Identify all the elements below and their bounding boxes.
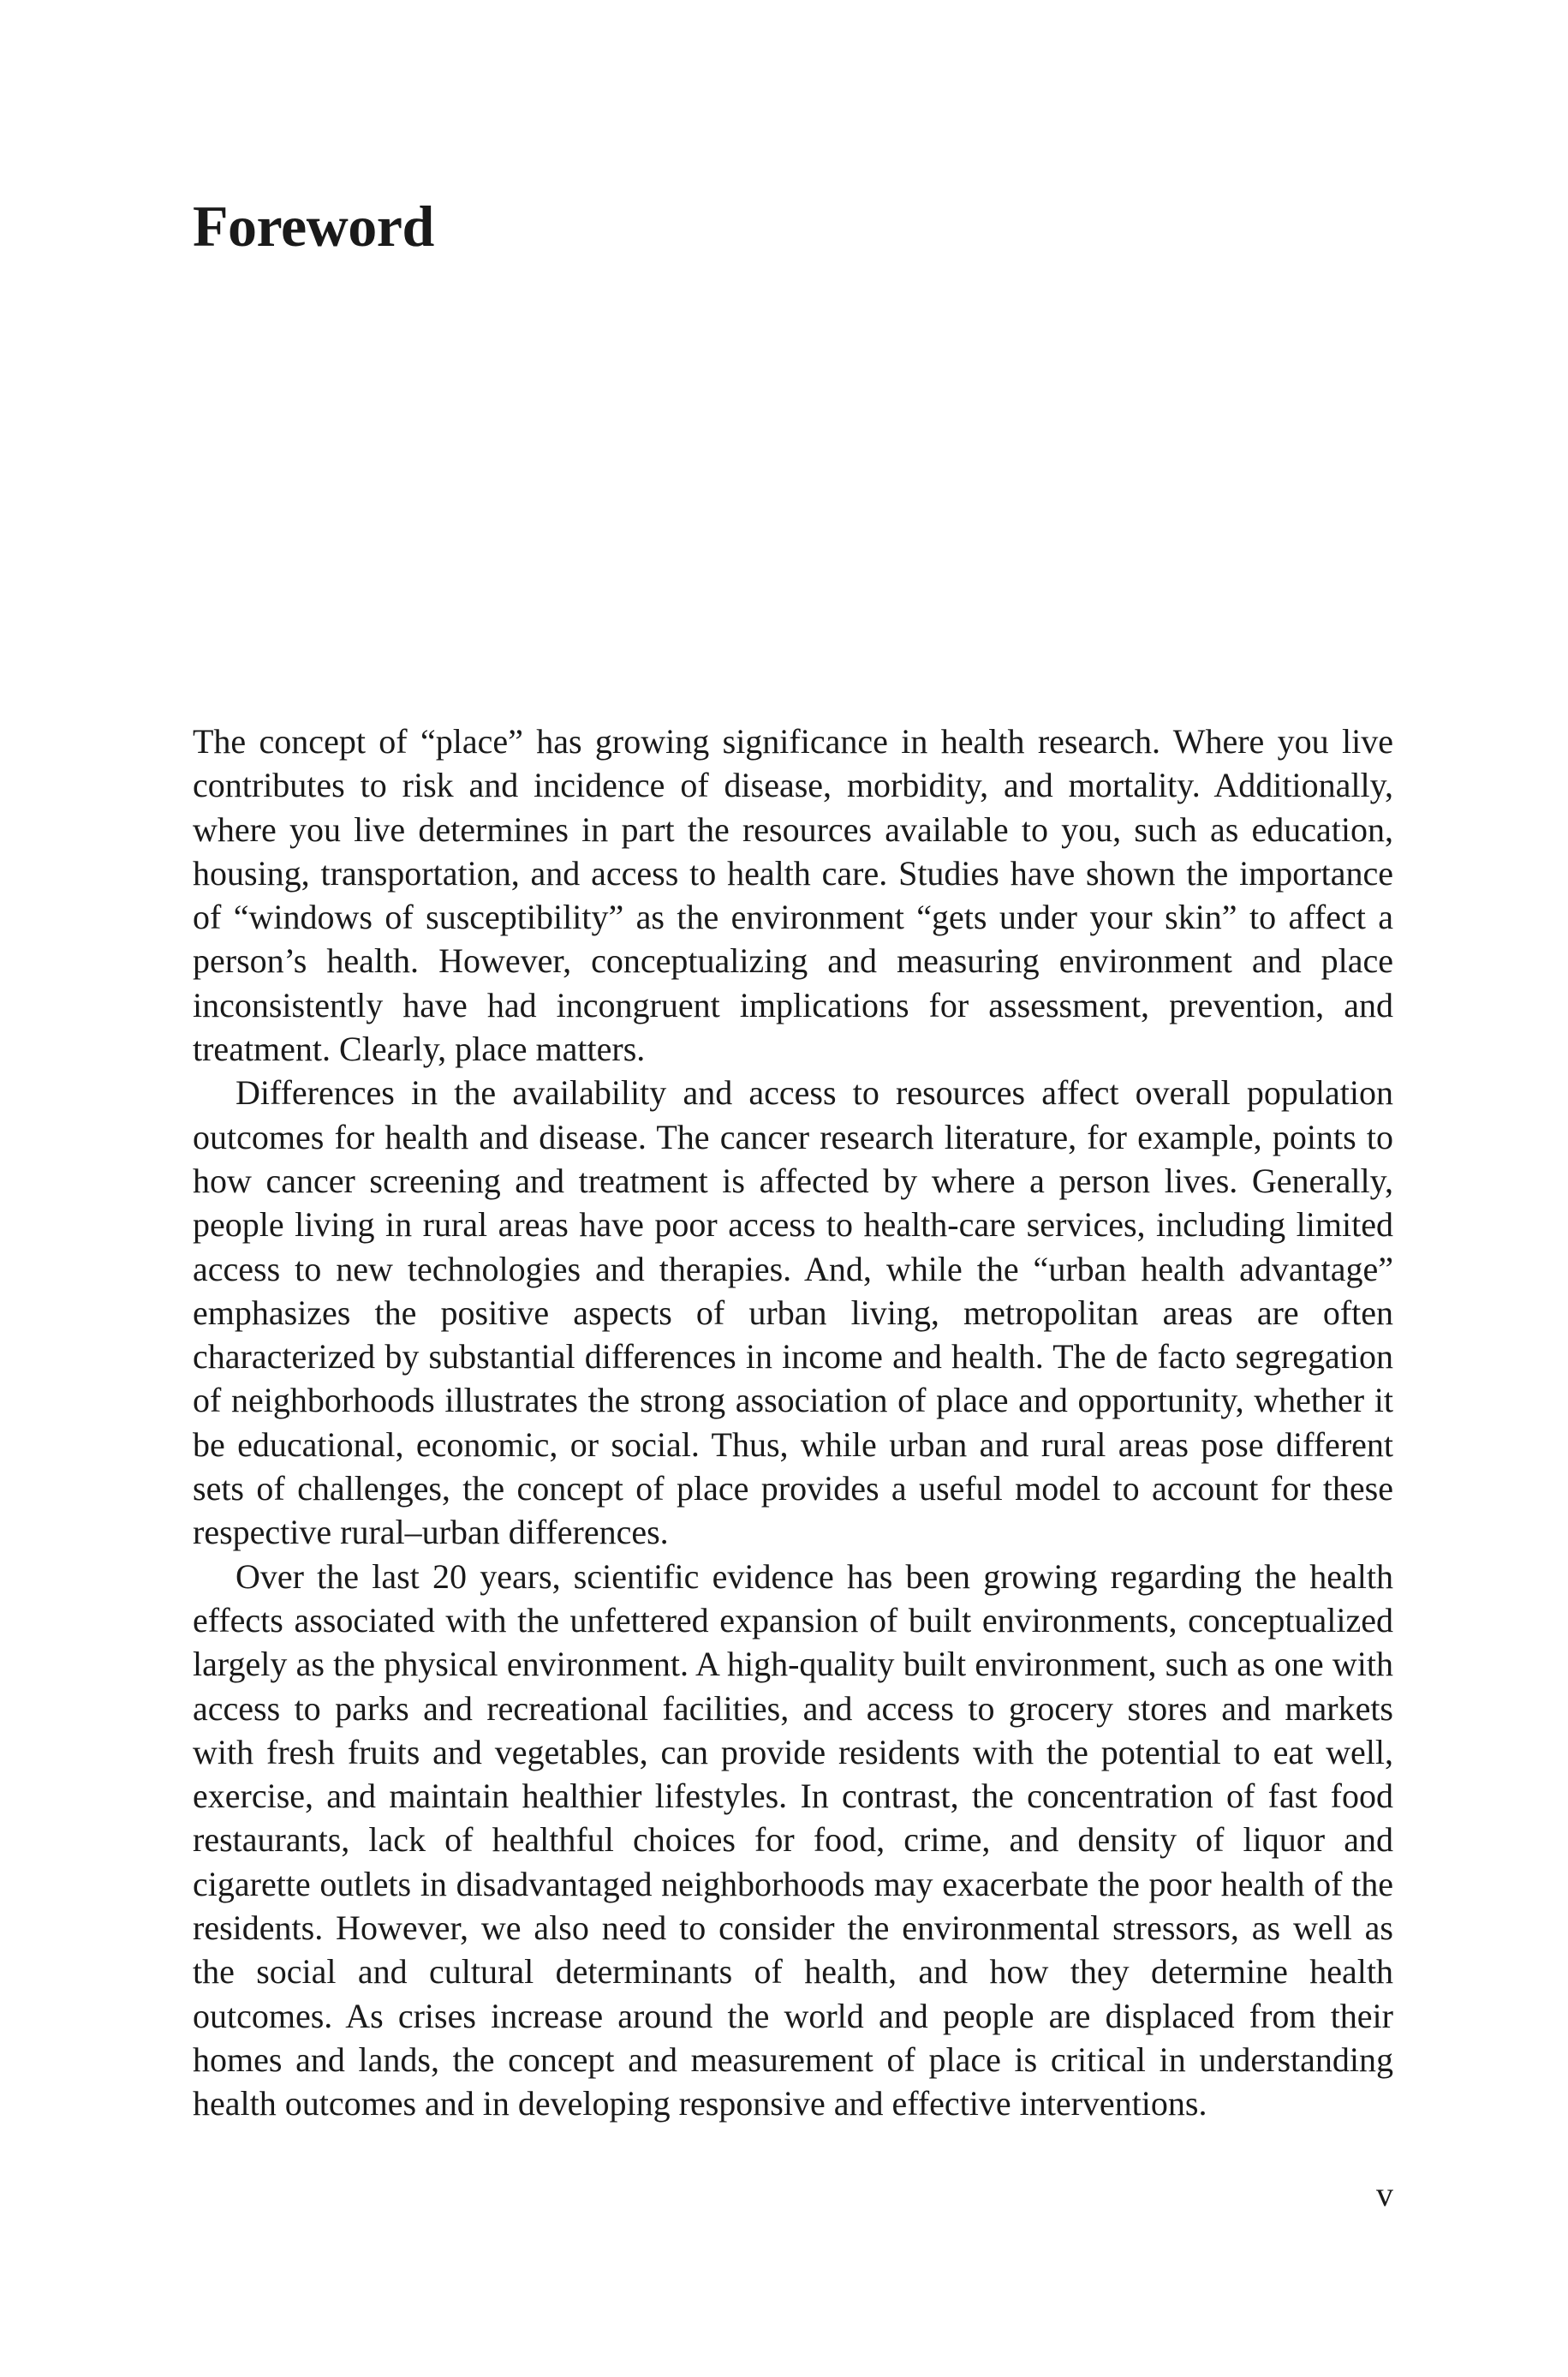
paragraph-3: Over the last 20 years, scientific evidence has been growing regarding the health effects associated with the unfettered expansion of built environments, conceptualized largely as the physical environment. A high-quality built environment, such as one with access to parks and recreational facilities, and access to grocery stores and markets with fresh fruits and vegetables, can provide residents with the potential to eat well, exercise, and maintain healthier lifestyles. In contrast, the concentration of fast food restaurants, lack of healthful choices for food, crime, and density of liquor and cigarette outlets in disadvantaged neighborhoods may exacerbate the poor health of the residents. However, we also need to consider the environmental stressors, as well as the social and cultural determinants of health, and how they determine health outcomes. As crises increase around the world and people are displaced from their homes and lands, the concept and measurement of place is critical in understanding health outcomes and in developing responsive and effective interventions. xyxy=(193,1556,1393,2123)
page-title: Foreword xyxy=(193,194,434,259)
paragraph-1: The concept of “place” has growing significance in health research. Where you live contributes to risk and incidence of disease, morbidity, and mortality. Additionally, where you live determines in part the resources available to you, such as education, housing, transportation, and access to health care. Studies have shown the importance of “windows of susceptibility” as the environment “gets under your skin” to affect a person’s health. However, conceptualizing and measuring environment and place inconsistently have had incongruent implications for assessment, prevention, and treatment. Clearly, place matters. xyxy=(193,722,1393,1069)
page-number: v xyxy=(1376,2175,1393,2213)
body-text xyxy=(193,720,1393,2126)
paragraph-2: Differences in the availability and access to resources affect overall population outcomes for health and disease. The cancer research literature, for example, points to how cancer screening and treatment is affected by where a person lives. Generally, people living in rural areas have poor access to health-care services, including limited access to new technologies and therapies. And, while the “urban health advantage” emphasizes the positive aspects of urban living, metropolitan areas are often characterized by substantial differences in income and health. The de facto segregation of neighborhoods illustrates the strong association of place and opportunity, whether it be educational, economic, or social. Thus, while urban and rural areas pose different sets of challenges, the concept of place provides a useful model to account for these respective rural–urban differences. xyxy=(193,1073,1393,1552)
